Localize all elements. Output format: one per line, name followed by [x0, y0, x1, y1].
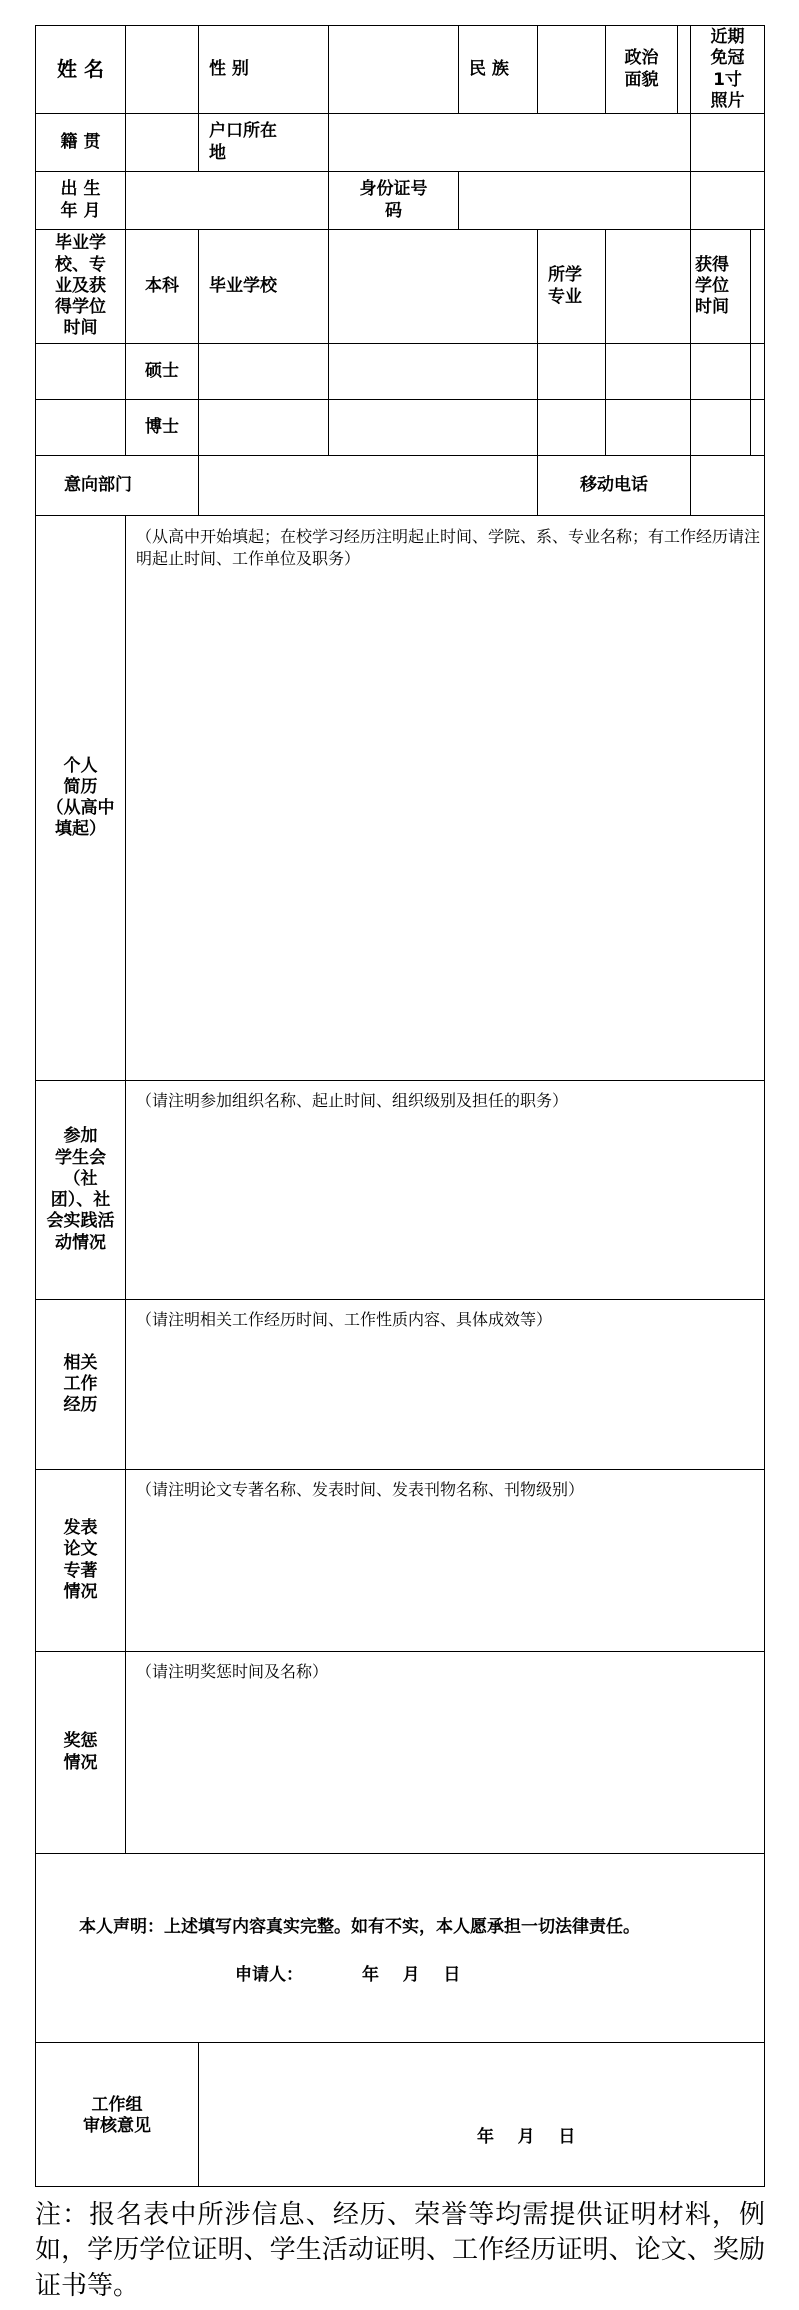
ethnicity-value[interactable]	[537, 25, 606, 114]
row2-extra-cell[interactable]	[690, 113, 765, 172]
major-label: 所学 专业	[537, 229, 606, 344]
audit-opinion-field[interactable]	[198, 2042, 765, 2187]
student-union-field[interactable]: （请注明参加组织名称、起止时间、组织级别及担任的职务）	[125, 1080, 765, 1300]
audit-opinion-label: 工作组 审核意见	[35, 2042, 199, 2187]
name-label: 姓 名	[35, 25, 126, 114]
gender-label: 性 别	[198, 25, 329, 114]
awards-label: 奖惩 情况	[35, 1651, 126, 1854]
id-number-value[interactable]	[458, 171, 691, 230]
master-cell-5[interactable]	[690, 343, 751, 400]
audit-date: 年 月 日	[477, 2127, 576, 2147]
doctor-cell-5[interactable]	[690, 399, 751, 456]
master-school-value[interactable]	[328, 343, 538, 400]
intended-dept-value[interactable]	[198, 455, 538, 516]
hukou-label: 户口所在 地	[198, 113, 329, 172]
registration-form	[35, 25, 765, 2187]
footnote: 注：报名表中所涉信息、经历、荣誉等均需提供证明材料，例如，学历学位证明、学生活动证明、工作经历证明、论文、奖励证书等。	[35, 2200, 765, 2301]
doctor-school-value[interactable]	[328, 399, 538, 456]
master-row-blank	[35, 343, 126, 400]
papers-label: 发表 论文 专著 情况	[35, 1469, 126, 1652]
degree-time-label: 获得 学位 时间	[690, 229, 751, 344]
political-status-label: 政治 面貌	[605, 25, 678, 114]
doctor-cell-3[interactable]	[537, 399, 606, 456]
work-experience-field[interactable]: （请注明相关工作经历时间、工作性质内容、具体成效等）	[125, 1299, 765, 1470]
bachelor-major-value[interactable]	[605, 229, 691, 344]
master-label: 硕士	[125, 343, 199, 400]
master-degree-time-value[interactable]	[750, 343, 765, 400]
doctor-cell-1[interactable]	[198, 399, 329, 456]
bachelor-school-value[interactable]	[328, 229, 538, 344]
declaration-box	[35, 1853, 765, 2043]
resume-field[interactable]: （从高中开始填起；在校学习经历注明起止时间、学院、系、专业名称；有工作经历请注明起止时间、工作单位及职务）	[125, 515, 765, 1081]
resume-label: 个人 简历 （从高中 填起）	[35, 515, 126, 1081]
student-union-label: 参加 学生会 （社 团）、社 会实践活 动情况	[35, 1080, 126, 1300]
hukou-value[interactable]	[328, 113, 691, 172]
bachelor-degree-time-value[interactable]	[750, 229, 765, 344]
doctor-major-value[interactable]	[605, 399, 691, 456]
education-label: 毕业学 校、专 业及获 得学位 时间	[35, 229, 126, 344]
native-place-value[interactable]	[125, 113, 199, 172]
mobile-phone-value[interactable]	[690, 455, 765, 516]
school-label: 毕业学校	[198, 229, 329, 344]
applicant-label: 申请人：	[235, 1965, 303, 1985]
id-number-label: 身份证号 码	[328, 171, 459, 230]
papers-field[interactable]: （请注明论文专著名称、发表时间、发表刊物名称、刊物级别）	[125, 1469, 765, 1652]
declaration-statement: 本人声明：上述填写内容真实完整。如有不实，本人愿承担一切法律责任。	[79, 1917, 640, 1937]
birth-date-value[interactable]	[125, 171, 329, 230]
gender-value[interactable]	[328, 25, 459, 114]
name-value[interactable]	[125, 25, 199, 114]
declaration-date: 年 月 日	[362, 1965, 461, 1985]
doctor-row-blank	[35, 399, 126, 456]
doctor-label: 博士	[125, 399, 199, 456]
intended-dept-label: 意向部门	[35, 455, 199, 516]
bachelor-label: 本科	[125, 229, 199, 344]
declaration-section	[35, 1853, 765, 2043]
master-cell-1[interactable]	[198, 343, 329, 400]
political-status-value[interactable]	[677, 25, 691, 114]
ethnicity-label: 民 族	[458, 25, 538, 114]
master-cell-3[interactable]	[537, 343, 606, 400]
master-major-value[interactable]	[605, 343, 691, 400]
birth-date-label: 出 生 年 月	[35, 171, 126, 230]
row3-extra-cell[interactable]	[690, 171, 765, 230]
work-experience-label: 相关 工作 经历	[35, 1299, 126, 1470]
mobile-phone-label: 移动电话	[537, 455, 691, 516]
awards-field[interactable]: （请注明奖惩时间及名称）	[125, 1651, 765, 1854]
doctor-degree-time-value[interactable]	[750, 399, 765, 456]
native-place-label: 籍 贯	[35, 113, 126, 172]
photo-placeholder[interactable]: 近期 免冠 1寸 照片	[690, 25, 765, 114]
